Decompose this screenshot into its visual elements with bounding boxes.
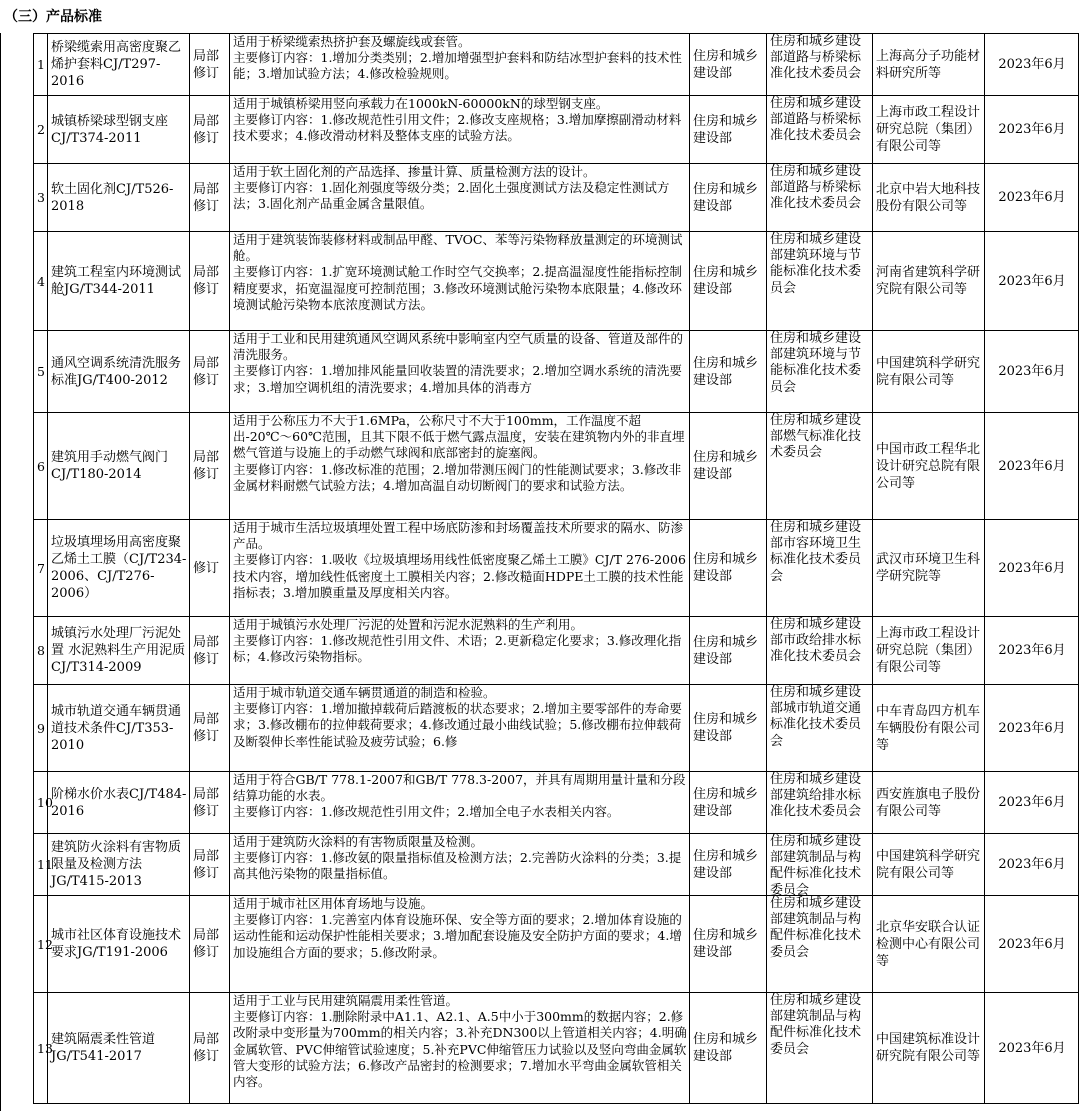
table-row bbox=[34, 834, 1079, 896]
row-number: 4 bbox=[34, 232, 48, 331]
department: 住房和城乡建设部 bbox=[690, 993, 767, 1104]
table-row bbox=[34, 96, 1079, 164]
revision-description: 适用于符合GB/T 778.1-2007和GB/T 778.3-2007，并具有周期用量计量和分段结算功能的水表。 主要修订内容：1.修改规范性引用文件；2.增加全电子水表相关内容。 bbox=[230, 772, 690, 834]
technical-committee: 住房和城乡建设部建筑制品与构配件标准化技术委员会 bbox=[767, 834, 873, 896]
row-number: 11 bbox=[34, 834, 48, 896]
row-number: 3 bbox=[34, 164, 48, 232]
revision-description: 适用于城镇污水处理厂污泥的处置和污泥水泥熟料的生产利用。 主要修订内容：1.修改规范性引用文件、术语；2.更新稳定化要求；3.修改理化指标；4.修改污染物指标。 bbox=[230, 617, 690, 685]
completion-date: 2023年6月 bbox=[985, 772, 1079, 834]
revision-type: 局部修订 bbox=[190, 685, 230, 772]
drafting-organization: 上海市政工程设计研究总院（集团）有限公司等 bbox=[873, 96, 985, 164]
table-row bbox=[34, 34, 1079, 96]
department: 住房和城乡建设部 bbox=[690, 520, 767, 617]
standard-name: 建筑隔震柔性管道JG/T541-2017 bbox=[48, 993, 190, 1104]
department: 住房和城乡建设部 bbox=[690, 96, 767, 164]
standard-name: 城镇桥梁球型钢支座CJ/T374-2011 bbox=[48, 96, 190, 164]
table-row bbox=[34, 232, 1079, 331]
standard-name: 阶梯水价水表CJ/T484-2016 bbox=[48, 772, 190, 834]
technical-committee: 住房和城乡建设部市容环境卫生标准化技术委员会 bbox=[767, 520, 873, 617]
revision-type: 局部修订 bbox=[190, 96, 230, 164]
revision-type: 局部修订 bbox=[190, 993, 230, 1104]
row-number: 1 bbox=[34, 34, 48, 96]
standard-name: 桥梁缆索用高密度聚乙烯护套料CJ/T297-2016 bbox=[48, 34, 190, 96]
technical-committee: 住房和城乡建设部城市轨道交通标准化技术委员会 bbox=[767, 685, 873, 772]
standard-name: 建筑用手动燃气阀门CJ/T180-2014 bbox=[48, 413, 190, 520]
department: 住房和城乡建设部 bbox=[690, 34, 767, 96]
completion-date: 2023年6月 bbox=[985, 993, 1079, 1104]
standards-table bbox=[33, 33, 1079, 1104]
table-row bbox=[34, 685, 1079, 772]
row-number: 12 bbox=[34, 896, 48, 993]
completion-date: 2023年6月 bbox=[985, 34, 1079, 96]
revision-description: 适用于城市轨道交通车辆贯通道的制造和检验。 主要修订内容：1.增加撤掉载荷后踏渡板的状态要求；2.增加主要零部件的寿命要求；3.修改棚布的拉伸载荷要求；4.修改通过最小曲线试验；5.修改棚布拉伸载荷及断裂伸长率性能试验及疲劳试验；6.修 bbox=[230, 685, 690, 772]
completion-date: 2023年6月 bbox=[985, 617, 1079, 685]
revision-description: 适用于工业与民用建筑隔震用柔性管道。 主要修订内容：1.删除附录中A1.1、A2.1、A.5中小于300mm的数据内容；2.修改附录中变形量为700mm的相关内容；3.补充DN300以上管道相关内容；4.明确金属软管、PVC伸缩管试验速度；5.补充PVC伸缩管压力试验以及竖向弯曲金属软管大变形的试验方法；6.修改产品密封的检测要求；7.增加水平弯曲金属软管相关内容。 bbox=[230, 993, 690, 1104]
technical-committee: 住房和城乡建设部建筑给排水标准化技术委员会 bbox=[767, 772, 873, 834]
technical-committee: 住房和城乡建设部道路与桥梁标准化技术委员会 bbox=[767, 96, 873, 164]
completion-date: 2023年6月 bbox=[985, 232, 1079, 331]
department: 住房和城乡建设部 bbox=[690, 331, 767, 413]
table-row bbox=[34, 993, 1079, 1104]
standard-name: 垃圾填埋场用高密度聚乙烯土工膜（CJ/T234-2006、CJ/T276-2006） bbox=[48, 520, 190, 617]
drafting-organization: 西安旌旗电子股份有限公司等 bbox=[873, 772, 985, 834]
drafting-organization: 中国建筑标准设计研究院有限公司等 bbox=[873, 993, 985, 1104]
technical-committee: 住房和城乡建设部市政给排水标准化技术委员会 bbox=[767, 617, 873, 685]
drafting-organization: 河南省建筑科学研究院有限公司等 bbox=[873, 232, 985, 331]
row-number: 13 bbox=[34, 993, 48, 1104]
department: 住房和城乡建设部 bbox=[690, 617, 767, 685]
standard-name: 城市轨道交通车辆贯通道技术条件CJ/T353-2010 bbox=[48, 685, 190, 772]
revision-description: 适用于城市生活垃圾填埋处置工程中场底防渗和封场覆盖技术所要求的隔水、防渗产品。 主要修订内容：1.吸收《垃圾填埋场用线性低密度聚乙烯土工膜》CJ/T 276-2006技术内容，增加线性低密度土工膜相关内容；2.修改糙面HDPE土工膜的技术性能指标表；3.增加膜重量及厚度相关内容。 bbox=[230, 520, 690, 617]
revision-type: 局部修订 bbox=[190, 331, 230, 413]
row-number: 9 bbox=[34, 685, 48, 772]
standard-name: 通风空调系统清洗服务标准JG/T400-2012 bbox=[48, 331, 190, 413]
table-row bbox=[34, 164, 1079, 232]
technical-committee: 住房和城乡建设部燃气标准化技术委员会 bbox=[767, 413, 873, 520]
revision-type: 局部修订 bbox=[190, 413, 230, 520]
completion-date: 2023年6月 bbox=[985, 685, 1079, 772]
drafting-organization: 中车青岛四方机车车辆股份有限公司等 bbox=[873, 685, 985, 772]
standard-name: 软土固化剂CJ/T526-2018 bbox=[48, 164, 190, 232]
drafting-organization: 中国建筑科学研究院有限公司等 bbox=[873, 834, 985, 896]
standard-name: 城市社区体育设施技术要求JG/T191-2006 bbox=[48, 896, 190, 993]
technical-committee: 住房和城乡建设部建筑环境与节能标准化技术委员会 bbox=[767, 232, 873, 331]
table-row bbox=[34, 331, 1079, 413]
drafting-organization: 北京中岩大地科技股份有限公司等 bbox=[873, 164, 985, 232]
technical-committee: 住房和城乡建设部建筑制品与构配件标准化技术委员会 bbox=[767, 896, 873, 993]
completion-date: 2023年6月 bbox=[985, 896, 1079, 993]
drafting-organization: 中国建筑科学研究院有限公司等 bbox=[873, 331, 985, 413]
department: 住房和城乡建设部 bbox=[690, 164, 767, 232]
row-number: 6 bbox=[34, 413, 48, 520]
revision-description: 适用于建筑装饰装修材料或制品甲醛、TVOC、苯等污染物释放量测定的环境测试舱。 主要修订内容：1.扩宽环境测试舱工作时空气交换率；2.提高温湿度性能指标控制精度要求，拓宽温湿度可控制范围；3.修改环境测试舱污染物本底限量；4.修改环境测试舱污染物本底浓度测试方法。 bbox=[230, 232, 690, 331]
revision-type: 局部修订 bbox=[190, 232, 230, 331]
revision-type: 局部修订 bbox=[190, 164, 230, 232]
standard-name: 建筑防火涂料有害物质限量及检测方法JG/T415-2013 bbox=[48, 834, 190, 896]
department: 住房和城乡建设部 bbox=[690, 232, 767, 331]
drafting-organization: 上海市政工程设计研究总院（集团）有限公司等 bbox=[873, 617, 985, 685]
technical-committee: 住房和城乡建设部建筑环境与节能标准化技术委员会 bbox=[767, 331, 873, 413]
completion-date: 2023年6月 bbox=[985, 520, 1079, 617]
row-number: 2 bbox=[34, 96, 48, 164]
department: 住房和城乡建设部 bbox=[690, 834, 767, 896]
technical-committee: 住房和城乡建设部道路与桥梁标准化技术委员会 bbox=[767, 164, 873, 232]
department: 住房和城乡建设部 bbox=[690, 685, 767, 772]
table-row bbox=[34, 520, 1079, 617]
table-row bbox=[34, 617, 1079, 685]
revision-description: 适用于工业和民用建筑通风空调风系统中影响室内空气质量的设备、管道及部件的清洗服务。 主要修订内容：1.增加排风能量回收装置的清洗要求；2.增加空调水系统的清洗要求；3.增加空调机组的清洗要求；4.增加具体的消毒方 bbox=[230, 331, 690, 413]
revision-type: 局部修订 bbox=[190, 617, 230, 685]
revision-description: 适用于城市社区用体育场地与设施。 主要修订内容：1.完善室内体育设施环保、安全等方面的要求；2.增加体育设施的运动性能和运动保护性能相关要求；3.增加配套设施及安全防护方面的要求；4.增加设施组合方面的要求；5.修改附录。 bbox=[230, 896, 690, 993]
technical-committee: 住房和城乡建设部建筑制品与构配件标准化技术委员会 bbox=[767, 993, 873, 1104]
technical-committee: 住房和城乡建设部道路与桥梁标准化技术委员会 bbox=[767, 34, 873, 96]
standard-name: 建筑工程室内环境测试舱JG/T344-2011 bbox=[48, 232, 190, 331]
revision-description: 适用于建筑防火涂料的有害物质限量及检测。 主要修订内容：1.修改氨的限量指标值及检测方法；2.完善防火涂料的分类；3.提高其他污染物的限量指标值。 bbox=[230, 834, 690, 896]
completion-date: 2023年6月 bbox=[985, 164, 1079, 232]
department: 住房和城乡建设部 bbox=[690, 772, 767, 834]
revision-type: 局部修订 bbox=[190, 772, 230, 834]
revision-type: 局部修订 bbox=[190, 896, 230, 993]
table-row bbox=[34, 896, 1079, 993]
department: 住房和城乡建设部 bbox=[690, 413, 767, 520]
revision-description: 适用于城镇桥梁用竖向承载力在1000kN-60000kN的球型钢支座。 主要修订内容：1.修改规范性引用文件；2.修改支座规格；3.增加摩擦副滑动材料技术要求；4.修改滑动材料及整体支座的试验方法。 bbox=[230, 96, 690, 164]
revision-description: 适用于桥梁缆索热挤护套及螺旋线或套管。 主要修订内容：1.增加分类类别；2.增加增强型护套料和防结冰型护套料的技术性能；3.增加试验方法；4.修改检验规则。 bbox=[230, 34, 690, 96]
revision-description: 适用于公称压力不大于1.6MPa，公称尺寸不大于100mm，工作温度不超出-20℃～60℃范围，且其下限不低于燃气露点温度，安装在建筑物内外的非直埋燃气管道与设施上的手动燃气球阀和底部密封的旋塞阀。 主要修订内容：1.修改标准的范围；2.增加带测压阀门的性能测试要求；3.修改非金属材料耐燃气试验方法；4.增加高温自动切断阀门的要求和试验方法。 bbox=[230, 413, 690, 520]
revision-type: 局部修订 bbox=[190, 834, 230, 896]
department: 住房和城乡建设部 bbox=[690, 896, 767, 993]
drafting-organization: 中国市政工程华北设计研究总院有限公司等 bbox=[873, 413, 985, 520]
completion-date: 2023年6月 bbox=[985, 834, 1079, 896]
drafting-organization: 武汉市环境卫生科学研究院等 bbox=[873, 520, 985, 617]
revision-type: 修订 bbox=[190, 520, 230, 617]
drafting-organization: 上海高分子功能材料研究所等 bbox=[873, 34, 985, 96]
completion-date: 2023年6月 bbox=[985, 96, 1079, 164]
row-number: 5 bbox=[34, 331, 48, 413]
left-margin-border bbox=[0, 33, 33, 1111]
revision-description: 适用于软土固化剂的产品选择、掺量计算、质量检测方法的设计。 主要修订内容：1.固化剂强度等级分类；2.固化土强度测试方法及稳定性测试方法；3.固化剂产品重金属含量限值。 bbox=[230, 164, 690, 232]
table-row bbox=[34, 772, 1079, 834]
row-number: 10 bbox=[34, 772, 48, 834]
row-number: 7 bbox=[34, 520, 48, 617]
row-number: 8 bbox=[34, 617, 48, 685]
drafting-organization: 北京华安联合认证检测中心有限公司等 bbox=[873, 896, 985, 993]
completion-date: 2023年6月 bbox=[985, 331, 1079, 413]
revision-type: 局部修订 bbox=[190, 34, 230, 96]
section-title: （三）产品标准 bbox=[4, 9, 102, 25]
table-row bbox=[34, 413, 1079, 520]
standard-name: 城镇污水处理厂污泥处置 水泥熟料生产用泥质CJ/T314-2009 bbox=[48, 617, 190, 685]
completion-date: 2023年6月 bbox=[985, 413, 1079, 520]
